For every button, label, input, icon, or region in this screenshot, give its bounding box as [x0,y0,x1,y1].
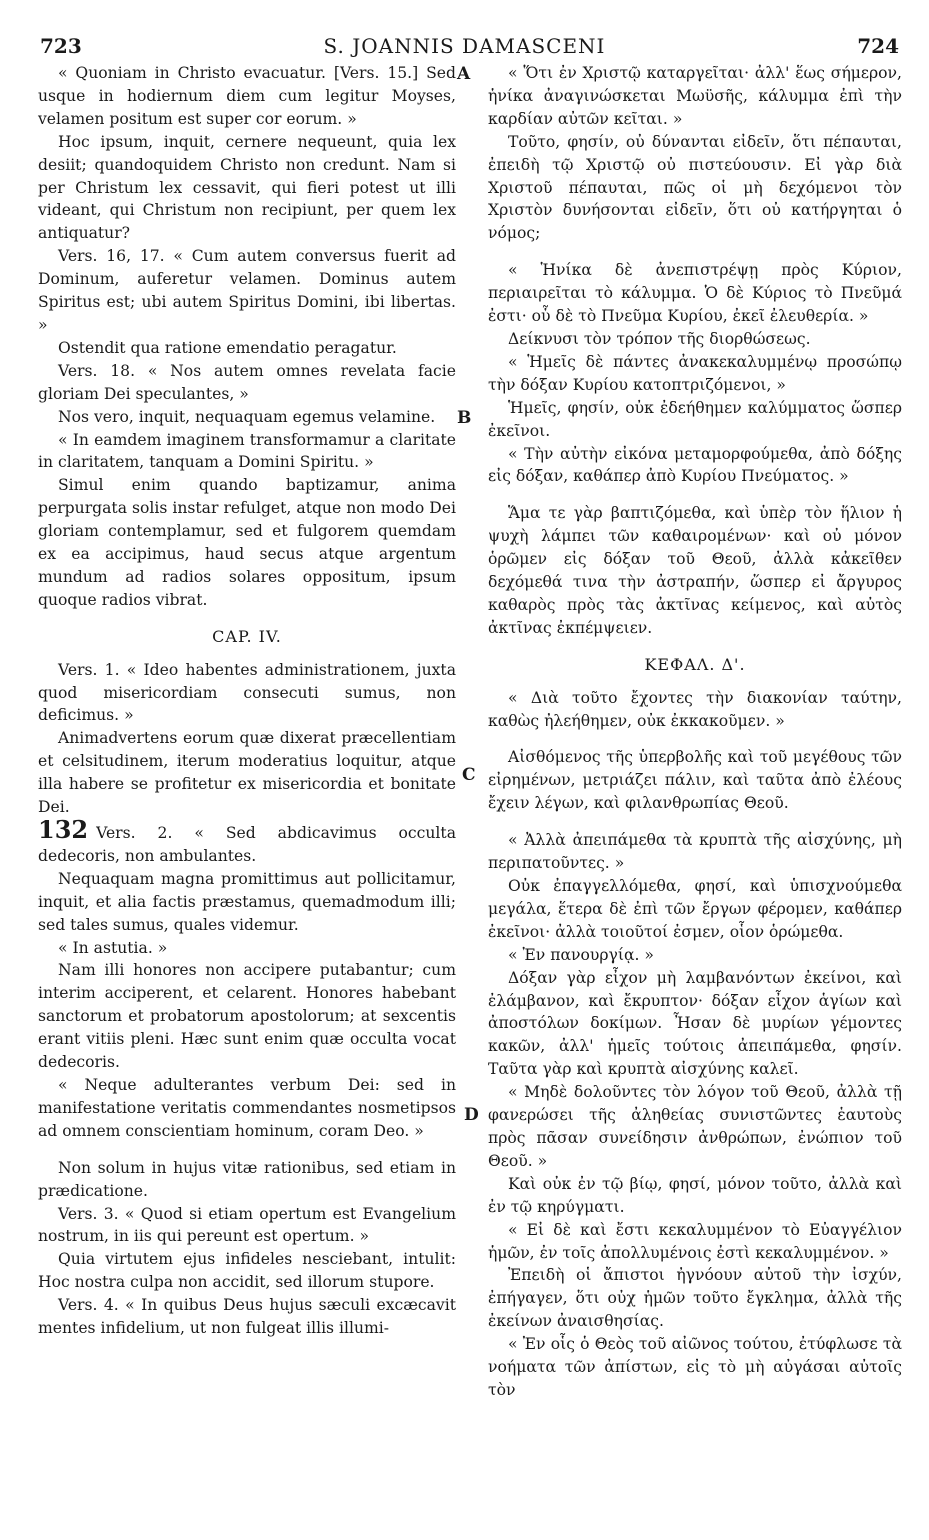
paragraph: « Ὅτι ἐν Χριστῷ καταργεῖται· ἀλλ' ἕως σήμερον, ἡνίκα ἀναγινώσκεται Μωϋσῆς, κάλυμμα ἐπὶ τὴν καρδίαν αὐτῶν κεῖται. » [488,64,902,128]
paragraph: « Quoniam in Christo evacuatur. [Vers. 15.] Sed usque in hodiernum diem cum legitur Moyses, velamen positum est super cor eorum. » [38,64,456,128]
paragraph: « Ἡνίκα δὲ ἀνεπιστρέψῃ πρὸς Κύριον, περιαιρεῖται τὸ κάλυμμα. Ὁ δὲ Κύριος τὸ Πνεῦμά ἐστι· οὗ δὲ τὸ Πνεῦμα Κυρίου, ἐκεῖ ἐλευθερία. » [488,261,902,326]
paragraph: Nam illi honores non accipere putabantur; cum interim acciperent, et celarent. Honores habebant sanctorum et probatorum apostolorum; at sexcentis erant vitiis pleni. Hæc sunt enim quæ occulta vocat dedecoris. [38,961,456,1072]
paragraph: Ἡμεῖς, φησίν, οὐκ ἐδεήθημεν καλύμματος ὥσπερ ἐκεῖνοι. [488,398,902,440]
paragraph: Ostendit qua ratione emendatio peragatur. [58,338,397,357]
paragraph: Ἐπειδὴ οἱ ἄπιστοι ἠγνόουν αὐτοῦ τὴν ἰσχύν, ἐπήγαγεν, ὅτι οὐχ ἡμῶν τοῦτο ἔγκλημα, ἀλλὰ τῆς ἐκείνων ἀναισθησίας. [488,1266,902,1331]
chapter-heading: ΚΕΦΑΛ. Δ'. [644,654,746,674]
greek-column [488,62,902,1402]
paragraph: « Μηδὲ δολοῦντες τὸν λόγον τοῦ Θεοῦ, ἀλλὰ τῇ φανερώσει τῆς ἀληθείας συνιστῶντες ἑαυτοὺς πρὸς πᾶσαν συνείδησιν ἀνθρώπων, ἐνώπιον τοῦ Θεοῦ. » [488,1083,902,1170]
page-header [0,0,929,62]
paragraph: Τοῦτο, φησίν, οὐ δύνανται εἰδεῖν, ὅτι πέπαυται, ἐπειδὴ τῷ Χριστῷ οὐ πιστεύουσιν. Εἰ γὰρ διὰ Χριστοῦ πέπαυται, πῶς οἱ μὴ δεχόμενοι τὸν Χριστὸν δυνήσονται εἰδεῖν, ὅτι οὐ κατήργηται ὁ νόμος; [488,132,902,243]
page-number-right: 724 [857,34,899,58]
paragraph: Vers. 4. « In quibus Deus hujus sæculi excæcavit mentes infidelium, ut non fulgeat illis illumi- [38,1296,456,1338]
paragraph: Vers. 2. « Sed abdicavimus occulta dedecoris, non ambulantes. [38,824,456,865]
paragraph: Αἰσθόμενος τῆς ὑπερβολῆς καὶ τοῦ μεγέθους τῶν εἰρημένων, μετριάζει πάλιν, καὶ ταῦτα ἀπὸ ἐλέους ἔχειν λέγων, καὶ φιλανθρωπίας Θεοῦ. [488,748,902,813]
paragraph: Nos vero, inquit, nequaquam egemus velamine. [58,407,436,426]
paragraph: Animadvertens eorum quæ dixerat præcellentiam et celsitudinem, iterum moderatius loquitur, atque illa habere se profitetur ex misericordia et bonitate Dei. [38,729,456,817]
paragraph: Vers. 18. « Nos autem omnes revelata facie gloriam Dei speculantes, » [38,361,456,403]
paragraph: « In eamdem imaginem transformamur a claritate in claritatem, tanquam a Domini Spiritu. » [38,430,456,472]
running-title: S. JOANNIS DAMASCENI [323,34,606,58]
latin-column [38,62,456,1340]
paragraph: Hoc ipsum, inquit, cernere nequeunt, quia lex desiit; quandoquidem Christo non credunt. Nam si per Christum lex cessavit, qui fieri potest ut illi videant, qui Christum non recipiunt, per quem lex antiquatur? [38,132,456,243]
paragraph: Καὶ οὐκ ἐν τῷ βίῳ, φησί, μόνον τοῦτο, ἀλλὰ καὶ ἐν τῷ κηρύγματι. [488,1174,902,1216]
paragraph: « In astutia. » [58,938,168,957]
paragraph: « Neque adulterantes verbum Dei: sed in manifestatione veritatis commendantes nosmetipsos ad omnem conscientiam hominum, coram Deo. » [38,1075,456,1140]
paragraph: « Ἡμεῖς δὲ πάντες ἀνακεκαλυμμένῳ προσώπῳ τὴν δόξαν Κυρίου κατοπτριζόμενοι, » [488,352,902,394]
paragraph: Ἅμα τε γὰρ βαπτιζόμεθα, καὶ ὑπὲρ τὸν ἥλιον ἡ ψυχὴ λάμπει τῶν καθαιρομένων· καὶ οὐ μόνον ὁρῶμεν εἰς δόξαν τοῦ Θεοῦ, ἀλλὰ κἀκεῖθεν δεχόμεθά τινα τὴν ἀστραπήν, ὥσπερ εἰ ἄργυρος καθαρὸς πρὸς τὰς ἀκτῖνας κείμενος, καὶ αὐτὸς ἀκτῖνας ἐκπέμψειεν. [488,504,902,637]
paragraph: « Ἀλλὰ ἀπειπάμεθα τὰ κρυπτὰ τῆς αἰσχύνης, μὴ περιπατοῦντες. » [488,831,902,873]
paragraph: Vers. 3. « Quod si etiam opertum est Evangelium nostrum, in iis qui pereunt est opertum. » [38,1204,456,1246]
paragraph: Non solum in hujus vitæ rationibus, sed etiam in prædicatione. [38,1158,456,1200]
paragraph: Vers. 16, 17. « Cum autem conversus fuerit ad Dominum, auferetur velamen. Dominus autem Spiritus est; ubi autem Spiritus Domini, ibi libertas. » [38,247,456,334]
paragraph: Δόξαν γὰρ εἶχον μὴ λαμβανόντων ἐκείνοι, καὶ ἐλάμβανον, καὶ ἔκρυπτον· δόξαν εἶχον ἁγίων καὶ ἀποστόλων δοκίμων. Ἦσαν δὲ μυρίων γέμοντες κακῶν, ἀλλ' ἡμεῖς τούτοις ἀπειπάμεθα, φησίν. Ταῦτα γὰρ καὶ κρυπτὰ αἰσχύνης καλεῖ. [488,968,902,1079]
paragraph: « Ἐν πανουργίᾳ. » [508,945,654,964]
paragraph: « Ἐν οἷς ὁ Θεὸς τοῦ αἰῶνος τούτου, ἐτύφλωσε τὰ νοήματα τῶν ἀπίστων, εἰς τὸ μὴ αὐγάσαι αὐτοῖς τὸν [488,1335,902,1399]
paragraph: « Τὴν αὐτὴν εἰκόνα μεταμορφούμεθα, ἀπὸ δόξης εἰς δόξαν, καθάπερ ἀπὸ Κυρίου Πνεύματος. » [488,444,902,486]
margin-marker-c: C [462,765,476,785]
margin-marker-b: B [457,408,472,428]
margin-marker-d: D [464,1105,479,1125]
paragraph: Simul enim quando baptizamur, anima perpurgata solis instar refulget, atque non modo Dei gloriam contemplamur, sed et fulgorem quemdam ex ea accipimus, haud secus atque argentum mundum ad radios solares oppositum, ipsum quoque radios vibrat. [38,476,456,609]
chapter-heading: CAP. IV. [212,626,282,646]
paragraph: « Διὰ τοῦτο ἔχοντες τὴν διακονίαν ταύτην, καθὼς ἠλεήθημεν, οὐκ ἐκκακοῦμεν. » [488,688,902,730]
paragraph: « Εἰ δὲ καὶ ἔστι κεκαλυμμένον τὸ Εὐαγγέλιον ἡμῶν, ἐν τοῖς ἀπολλυμένοις ἐστὶ κεκαλυμμένον. » [488,1220,902,1262]
paragraph: Δείκνυσι τὸν τρόπον τῆς διορθώσεως. [508,329,811,348]
margin-marker-a: A [457,64,471,84]
paragraph: Quia virtutem ejus infideles nesciebant, intulit: Hoc nostra culpa non accidit, sed illorum stupore. [38,1250,456,1292]
inline-page-number: 132 [38,815,89,844]
paragraph: Nequaquam magna promittimus aut pollicitamur, inquit, et alia factis præstamus, quemadmodum illi; sed tales sumus, quales videmur. [38,869,456,934]
paragraph: Οὐκ ἐπαγγελλόμεθα, φησί, καὶ ὑπισχνούμεθα μεγάλα, ἕτερα δὲ ἐπὶ τῶν ἔργων φέρομεν, καθάπερ ἐκεῖνοι· ἀλλὰ τοιοῦτοί ἐσμεν, οἷον ὁρώμεθα. [488,877,902,941]
page-number-left: 723 [40,34,82,58]
paragraph: Vers. 1. « Ideo habentes administrationem, juxta quod misericordiam consecuti sumus, non deficimus. » [38,660,456,725]
